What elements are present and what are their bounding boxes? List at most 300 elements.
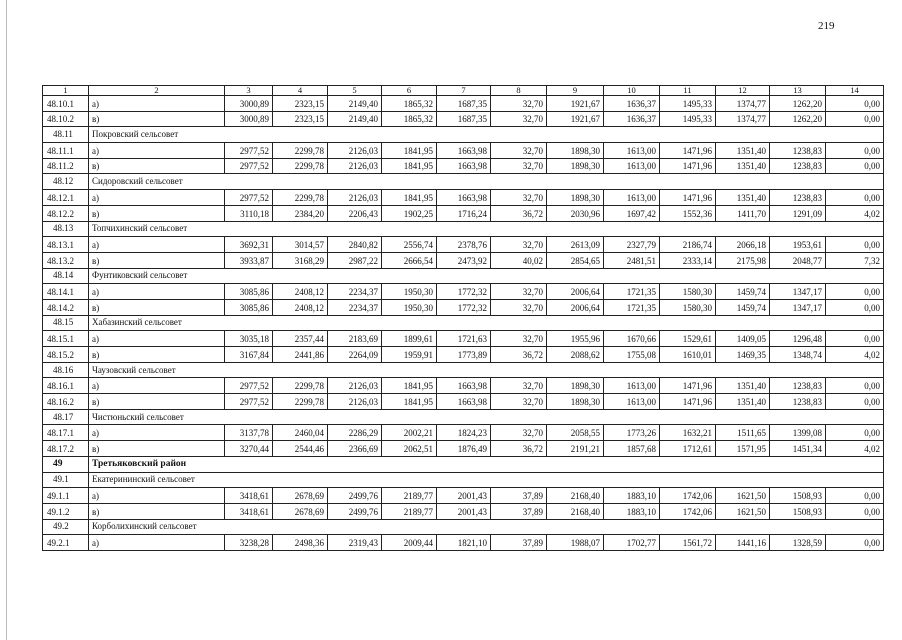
table-cell: 1702,77 bbox=[604, 535, 660, 551]
table-cell: 2006,64 bbox=[547, 284, 604, 300]
table-cell: 1865,32 bbox=[382, 96, 437, 112]
table-row bbox=[43, 503, 884, 519]
table-cell: 1409,05 bbox=[716, 331, 770, 347]
table-cell: 2408,12 bbox=[273, 299, 328, 315]
table-cell: 1552,36 bbox=[660, 205, 716, 221]
table-cell: 36,72 bbox=[491, 205, 547, 221]
table-row bbox=[43, 190, 884, 206]
table-cell: 4,02 bbox=[826, 205, 884, 221]
table-cell: 2001,43 bbox=[437, 488, 491, 504]
table-cell: 1898,30 bbox=[547, 394, 604, 410]
table-cell: 2126,03 bbox=[328, 143, 382, 159]
table-cell: 1883,10 bbox=[604, 488, 660, 504]
table-cell: 1755,08 bbox=[604, 347, 660, 363]
table-row bbox=[43, 378, 884, 394]
table-cell: 2030,96 bbox=[547, 205, 604, 221]
table-cell: 37,89 bbox=[491, 503, 547, 519]
table-cell: 1898,30 bbox=[547, 143, 604, 159]
table-cell: 32,70 bbox=[491, 111, 547, 127]
table-cell: 1841,95 bbox=[382, 378, 437, 394]
table-cell: 1291,09 bbox=[770, 205, 826, 221]
table-cell: 1670,66 bbox=[604, 331, 660, 347]
table-cell: 1921,67 bbox=[547, 111, 604, 127]
column-header: 11 bbox=[660, 86, 716, 96]
table-cell: 3418,61 bbox=[225, 488, 273, 504]
table-cell: 1469,35 bbox=[716, 347, 770, 363]
table-cell: 1238,83 bbox=[770, 378, 826, 394]
table-cell: 1841,95 bbox=[382, 158, 437, 174]
table-body bbox=[43, 96, 884, 551]
table-cell: 1262,20 bbox=[770, 96, 826, 112]
table-cell: 1347,17 bbox=[770, 299, 826, 315]
table-cell: 2378,76 bbox=[437, 237, 491, 253]
table-cell: 1508,93 bbox=[770, 503, 826, 519]
table-cell: 2460,04 bbox=[273, 425, 328, 441]
row-code: 49.1.2 bbox=[43, 503, 89, 519]
table-cell: 1459,74 bbox=[716, 299, 770, 315]
table-cell: 2234,37 bbox=[328, 299, 382, 315]
table-row bbox=[43, 425, 884, 441]
table-cell: 1399,08 bbox=[770, 425, 826, 441]
section-code: 48.12 bbox=[43, 174, 89, 190]
table-cell: 3110,18 bbox=[225, 205, 273, 221]
table-cell: 1687,35 bbox=[437, 96, 491, 112]
row-variant: а) bbox=[89, 284, 225, 300]
table-cell: 1471,96 bbox=[660, 378, 716, 394]
row-code: 48.14.1 bbox=[43, 284, 89, 300]
table-cell: 2299,78 bbox=[273, 378, 328, 394]
table-cell: 2987,22 bbox=[328, 252, 382, 268]
row-variant: а) bbox=[89, 190, 225, 206]
table-cell: 2066,18 bbox=[716, 237, 770, 253]
table-row bbox=[43, 143, 884, 159]
table-cell: 1328,59 bbox=[770, 535, 826, 551]
row-variant: а) bbox=[89, 425, 225, 441]
table-cell: 0,00 bbox=[826, 111, 884, 127]
table-cell: 1898,30 bbox=[547, 190, 604, 206]
table-cell: 2126,03 bbox=[328, 378, 382, 394]
table-cell: 2499,76 bbox=[328, 503, 382, 519]
table-cell: 2126,03 bbox=[328, 394, 382, 410]
table-cell: 1374,77 bbox=[716, 96, 770, 112]
section-row bbox=[43, 519, 884, 535]
table-cell: 2126,03 bbox=[328, 190, 382, 206]
table-cell: 1351,40 bbox=[716, 394, 770, 410]
table-cell: 1613,00 bbox=[604, 378, 660, 394]
table-cell: 2058,55 bbox=[547, 425, 604, 441]
table-cell: 1374,77 bbox=[716, 111, 770, 127]
table-cell: 1238,83 bbox=[770, 394, 826, 410]
table-cell: 2441,86 bbox=[273, 347, 328, 363]
table-cell: 1988,07 bbox=[547, 535, 604, 551]
table-cell: 2299,78 bbox=[273, 190, 328, 206]
table-cell: 1621,50 bbox=[716, 488, 770, 504]
table-cell: 1347,17 bbox=[770, 284, 826, 300]
table-cell: 3418,61 bbox=[225, 503, 273, 519]
table-cell: 36,72 bbox=[491, 441, 547, 457]
table-cell: 2323,15 bbox=[273, 111, 328, 127]
table-cell: 2286,29 bbox=[328, 425, 382, 441]
column-header: 10 bbox=[604, 86, 660, 96]
table-cell: 2499,76 bbox=[328, 488, 382, 504]
table-cell: 1580,30 bbox=[660, 284, 716, 300]
row-variant: в) bbox=[89, 111, 225, 127]
column-header: 2 bbox=[89, 86, 225, 96]
section-code: 48.15 bbox=[43, 315, 89, 331]
table-cell: 1610,01 bbox=[660, 347, 716, 363]
table-cell: 0,00 bbox=[826, 378, 884, 394]
table-cell: 1636,37 bbox=[604, 111, 660, 127]
row-code: 48.13.2 bbox=[43, 252, 89, 268]
table-cell: 32,70 bbox=[491, 96, 547, 112]
table-cell: 0,00 bbox=[826, 190, 884, 206]
table-cell: 0,00 bbox=[826, 284, 884, 300]
column-header: 7 bbox=[437, 86, 491, 96]
table-cell: 1351,40 bbox=[716, 143, 770, 159]
section-code: 48.17 bbox=[43, 409, 89, 425]
table-cell: 2062,51 bbox=[382, 441, 437, 457]
table-cell: 32,70 bbox=[491, 158, 547, 174]
table-row bbox=[43, 535, 884, 551]
table-cell: 3085,86 bbox=[225, 284, 273, 300]
table-cell: 1697,42 bbox=[604, 205, 660, 221]
table-cell: 32,70 bbox=[491, 190, 547, 206]
section-name: Сидоровский сельсовет bbox=[89, 174, 884, 190]
table-cell: 2366,69 bbox=[328, 441, 382, 457]
table-cell: 1712,61 bbox=[660, 441, 716, 457]
table-cell: 1663,98 bbox=[437, 378, 491, 394]
table-cell: 7,32 bbox=[826, 252, 884, 268]
table-cell: 1262,20 bbox=[770, 111, 826, 127]
section-name: Фунтиковский сельсовет bbox=[89, 268, 884, 284]
section-code: 48.11 bbox=[43, 127, 89, 143]
table-row bbox=[43, 205, 884, 221]
table-cell: 1841,95 bbox=[382, 394, 437, 410]
table-cell: 1459,74 bbox=[716, 284, 770, 300]
table-cell: 1898,30 bbox=[547, 378, 604, 394]
table-cell: 1613,00 bbox=[604, 190, 660, 206]
table-cell: 1508,93 bbox=[770, 488, 826, 504]
table-cell: 0,00 bbox=[826, 425, 884, 441]
table-cell: 0,00 bbox=[826, 299, 884, 315]
table-cell: 1529,61 bbox=[660, 331, 716, 347]
row-variant: а) bbox=[89, 378, 225, 394]
table-cell: 1621,50 bbox=[716, 503, 770, 519]
table-cell: 1348,74 bbox=[770, 347, 826, 363]
section-code: 49.1 bbox=[43, 472, 89, 488]
section-row bbox=[43, 127, 884, 143]
table-cell: 32,70 bbox=[491, 237, 547, 253]
table-cell: 1899,61 bbox=[382, 331, 437, 347]
row-variant: а) bbox=[89, 237, 225, 253]
table-cell: 1921,67 bbox=[547, 96, 604, 112]
row-code: 48.10.1 bbox=[43, 96, 89, 112]
table-row bbox=[43, 111, 884, 127]
section-code: 49 bbox=[43, 456, 89, 472]
table-cell: 40,02 bbox=[491, 252, 547, 268]
table-cell: 1663,98 bbox=[437, 143, 491, 159]
table-cell: 1950,30 bbox=[382, 299, 437, 315]
table-cell: 1841,95 bbox=[382, 190, 437, 206]
table-cell: 3014,57 bbox=[273, 237, 328, 253]
table-cell: 2183,69 bbox=[328, 331, 382, 347]
row-variant: в) bbox=[89, 205, 225, 221]
table-cell: 0,00 bbox=[826, 535, 884, 551]
table-cell: 3035,18 bbox=[225, 331, 273, 347]
table-cell: 32,70 bbox=[491, 284, 547, 300]
table-cell: 2977,52 bbox=[225, 394, 273, 410]
row-variant: в) bbox=[89, 347, 225, 363]
row-code: 48.10.2 bbox=[43, 111, 89, 127]
table-cell: 1471,96 bbox=[660, 158, 716, 174]
column-header: 1 bbox=[43, 86, 89, 96]
table-cell: 2048,77 bbox=[770, 252, 826, 268]
table-cell: 1511,65 bbox=[716, 425, 770, 441]
row-variant: в) bbox=[89, 252, 225, 268]
table-cell: 1441,16 bbox=[716, 535, 770, 551]
table-row bbox=[43, 488, 884, 504]
section-name: Покровский сельсовет bbox=[89, 127, 884, 143]
row-code: 48.14.2 bbox=[43, 299, 89, 315]
table-cell: 1238,83 bbox=[770, 190, 826, 206]
table-cell: 1561,72 bbox=[660, 535, 716, 551]
table-cell: 2854,65 bbox=[547, 252, 604, 268]
table-row bbox=[43, 299, 884, 315]
table-row bbox=[43, 96, 884, 112]
table-row bbox=[43, 237, 884, 253]
row-code: 48.12.2 bbox=[43, 205, 89, 221]
table-cell: 2678,69 bbox=[273, 488, 328, 504]
table-cell: 1471,96 bbox=[660, 190, 716, 206]
table-cell: 2006,64 bbox=[547, 299, 604, 315]
table-cell: 1687,35 bbox=[437, 111, 491, 127]
section-name: Екатерининский сельсовет bbox=[89, 472, 884, 488]
table-cell: 4,02 bbox=[826, 347, 884, 363]
table-cell: 2149,40 bbox=[328, 96, 382, 112]
table-cell: 0,00 bbox=[826, 143, 884, 159]
table-cell: 2299,78 bbox=[273, 394, 328, 410]
column-header: 9 bbox=[547, 86, 604, 96]
section-name: Корболихинский сельсовет bbox=[89, 519, 884, 535]
row-code: 48.11.1 bbox=[43, 143, 89, 159]
table-cell: 2009,44 bbox=[382, 535, 437, 551]
table-cell: 2002,21 bbox=[382, 425, 437, 441]
row-code: 48.16.2 bbox=[43, 394, 89, 410]
table-cell: 1351,40 bbox=[716, 158, 770, 174]
table-cell: 2481,51 bbox=[604, 252, 660, 268]
table-cell: 2556,74 bbox=[382, 237, 437, 253]
table-cell: 1238,83 bbox=[770, 158, 826, 174]
table-cell: 2977,52 bbox=[225, 158, 273, 174]
section-code: 49.2 bbox=[43, 519, 89, 535]
table-cell: 1580,30 bbox=[660, 299, 716, 315]
table-cell: 1351,40 bbox=[716, 190, 770, 206]
section-row bbox=[43, 174, 884, 190]
row-code: 48.17.1 bbox=[43, 425, 89, 441]
table-cell: 0,00 bbox=[826, 237, 884, 253]
table-cell: 32,70 bbox=[491, 331, 547, 347]
table-cell: 1471,96 bbox=[660, 394, 716, 410]
column-header: 12 bbox=[716, 86, 770, 96]
table-cell: 1959,91 bbox=[382, 347, 437, 363]
row-code: 48.11.2 bbox=[43, 158, 89, 174]
table-cell: 2977,52 bbox=[225, 143, 273, 159]
table-cell: 1876,49 bbox=[437, 441, 491, 457]
table-cell: 32,70 bbox=[491, 425, 547, 441]
table-row bbox=[43, 331, 884, 347]
table-cell: 2206,43 bbox=[328, 205, 382, 221]
table-cell: 0,00 bbox=[826, 96, 884, 112]
table-cell: 1824,23 bbox=[437, 425, 491, 441]
section-row bbox=[43, 409, 884, 425]
section-row bbox=[43, 315, 884, 331]
table-cell: 1495,33 bbox=[660, 96, 716, 112]
table-cell: 3270,44 bbox=[225, 441, 273, 457]
row-code: 48.15.1 bbox=[43, 331, 89, 347]
table-cell: 1772,32 bbox=[437, 299, 491, 315]
table-cell: 3167,84 bbox=[225, 347, 273, 363]
table-cell: 2186,74 bbox=[660, 237, 716, 253]
table-cell: 1411,70 bbox=[716, 205, 770, 221]
table-row bbox=[43, 347, 884, 363]
table-cell: 0,00 bbox=[826, 394, 884, 410]
table-cell: 2189,77 bbox=[382, 488, 437, 504]
row-code: 48.17.2 bbox=[43, 441, 89, 457]
column-header: 14 bbox=[826, 86, 884, 96]
table-cell: 37,89 bbox=[491, 535, 547, 551]
table-cell: 3168,29 bbox=[273, 252, 328, 268]
table-cell: 1902,25 bbox=[382, 205, 437, 221]
page-margin-line bbox=[6, 0, 7, 640]
table-cell: 2189,77 bbox=[382, 503, 437, 519]
table-cell: 3000,89 bbox=[225, 96, 273, 112]
table-cell: 2264,09 bbox=[328, 347, 382, 363]
table-cell: 3085,86 bbox=[225, 299, 273, 315]
table-cell: 1632,21 bbox=[660, 425, 716, 441]
table-cell: 2168,40 bbox=[547, 488, 604, 504]
section-name: Чистюньский сельсовет bbox=[89, 409, 884, 425]
row-code: 48.12.1 bbox=[43, 190, 89, 206]
section-name: Топчихинский сельсовет bbox=[89, 221, 884, 237]
column-header: 6 bbox=[382, 86, 437, 96]
table-cell: 2126,03 bbox=[328, 158, 382, 174]
section-row bbox=[43, 362, 884, 378]
section-row bbox=[43, 268, 884, 284]
column-header: 5 bbox=[328, 86, 382, 96]
table-cell: 1613,00 bbox=[604, 394, 660, 410]
table-row bbox=[43, 252, 884, 268]
table-row bbox=[43, 441, 884, 457]
table-row bbox=[43, 158, 884, 174]
table-cell: 0,00 bbox=[826, 503, 884, 519]
row-variant: в) bbox=[89, 158, 225, 174]
section-row bbox=[43, 221, 884, 237]
table-cell: 32,70 bbox=[491, 378, 547, 394]
table-cell: 32,70 bbox=[491, 394, 547, 410]
table-cell: 1495,33 bbox=[660, 111, 716, 127]
table-cell: 1451,34 bbox=[770, 441, 826, 457]
table-cell: 1613,00 bbox=[604, 158, 660, 174]
table-row bbox=[43, 284, 884, 300]
table-cell: 0,00 bbox=[826, 158, 884, 174]
table-cell: 2323,15 bbox=[273, 96, 328, 112]
table-cell: 2168,40 bbox=[547, 503, 604, 519]
table-cell: 0,00 bbox=[826, 331, 884, 347]
section-name: Чаузовский сельсовет bbox=[89, 362, 884, 378]
row-code: 49.2.1 bbox=[43, 535, 89, 551]
table-cell: 2175,98 bbox=[716, 252, 770, 268]
table-cell: 1716,24 bbox=[437, 205, 491, 221]
table-cell: 2299,78 bbox=[273, 143, 328, 159]
table-cell: 1663,98 bbox=[437, 394, 491, 410]
table-cell: 1296,48 bbox=[770, 331, 826, 347]
row-variant: а) bbox=[89, 488, 225, 504]
table-cell: 1742,06 bbox=[660, 503, 716, 519]
table-cell: 2666,54 bbox=[382, 252, 437, 268]
row-variant: в) bbox=[89, 503, 225, 519]
table-cell: 2234,37 bbox=[328, 284, 382, 300]
table-row bbox=[43, 394, 884, 410]
table-cell: 1821,10 bbox=[437, 535, 491, 551]
row-variant: а) bbox=[89, 96, 225, 112]
row-variant: в) bbox=[89, 441, 225, 457]
section-row bbox=[43, 456, 884, 472]
column-header: 8 bbox=[491, 86, 547, 96]
table-cell: 1841,95 bbox=[382, 143, 437, 159]
tariff-table bbox=[42, 85, 884, 551]
table-cell: 2678,69 bbox=[273, 503, 328, 519]
row-code: 48.16.1 bbox=[43, 378, 89, 394]
table-cell: 1721,35 bbox=[604, 284, 660, 300]
table-cell: 37,89 bbox=[491, 488, 547, 504]
table-cell: 1663,98 bbox=[437, 190, 491, 206]
table-cell: 1571,95 bbox=[716, 441, 770, 457]
table-cell: 2613,09 bbox=[547, 237, 604, 253]
table-cell: 2977,52 bbox=[225, 378, 273, 394]
column-number-row bbox=[43, 86, 884, 96]
table-cell: 4,02 bbox=[826, 441, 884, 457]
section-name: Третьяковский район bbox=[89, 456, 884, 472]
row-variant: а) bbox=[89, 143, 225, 159]
page-number: 219 bbox=[818, 20, 835, 32]
table-cell: 2319,43 bbox=[328, 535, 382, 551]
table-cell: 2327,79 bbox=[604, 237, 660, 253]
table-cell: 1898,30 bbox=[547, 158, 604, 174]
section-code: 48.14 bbox=[43, 268, 89, 284]
section-code: 48.13 bbox=[43, 221, 89, 237]
column-header: 3 bbox=[225, 86, 273, 96]
table-cell: 2840,82 bbox=[328, 237, 382, 253]
row-variant: а) bbox=[89, 535, 225, 551]
table-cell: 1663,98 bbox=[437, 158, 491, 174]
table-cell: 1955,96 bbox=[547, 331, 604, 347]
table-cell: 2473,92 bbox=[437, 252, 491, 268]
table-cell: 1950,30 bbox=[382, 284, 437, 300]
table-cell: 1883,10 bbox=[604, 503, 660, 519]
table-cell: 2191,21 bbox=[547, 441, 604, 457]
table-cell: 32,70 bbox=[491, 299, 547, 315]
section-code: 48.16 bbox=[43, 362, 89, 378]
table-cell: 1636,37 bbox=[604, 96, 660, 112]
table-cell: 1953,61 bbox=[770, 237, 826, 253]
table-cell: 1721,35 bbox=[604, 299, 660, 315]
table-cell: 1613,00 bbox=[604, 143, 660, 159]
table-cell: 3238,28 bbox=[225, 535, 273, 551]
table-cell: 1742,06 bbox=[660, 488, 716, 504]
table-cell: 1351,40 bbox=[716, 378, 770, 394]
table-cell: 1238,83 bbox=[770, 143, 826, 159]
row-code: 48.15.2 bbox=[43, 347, 89, 363]
